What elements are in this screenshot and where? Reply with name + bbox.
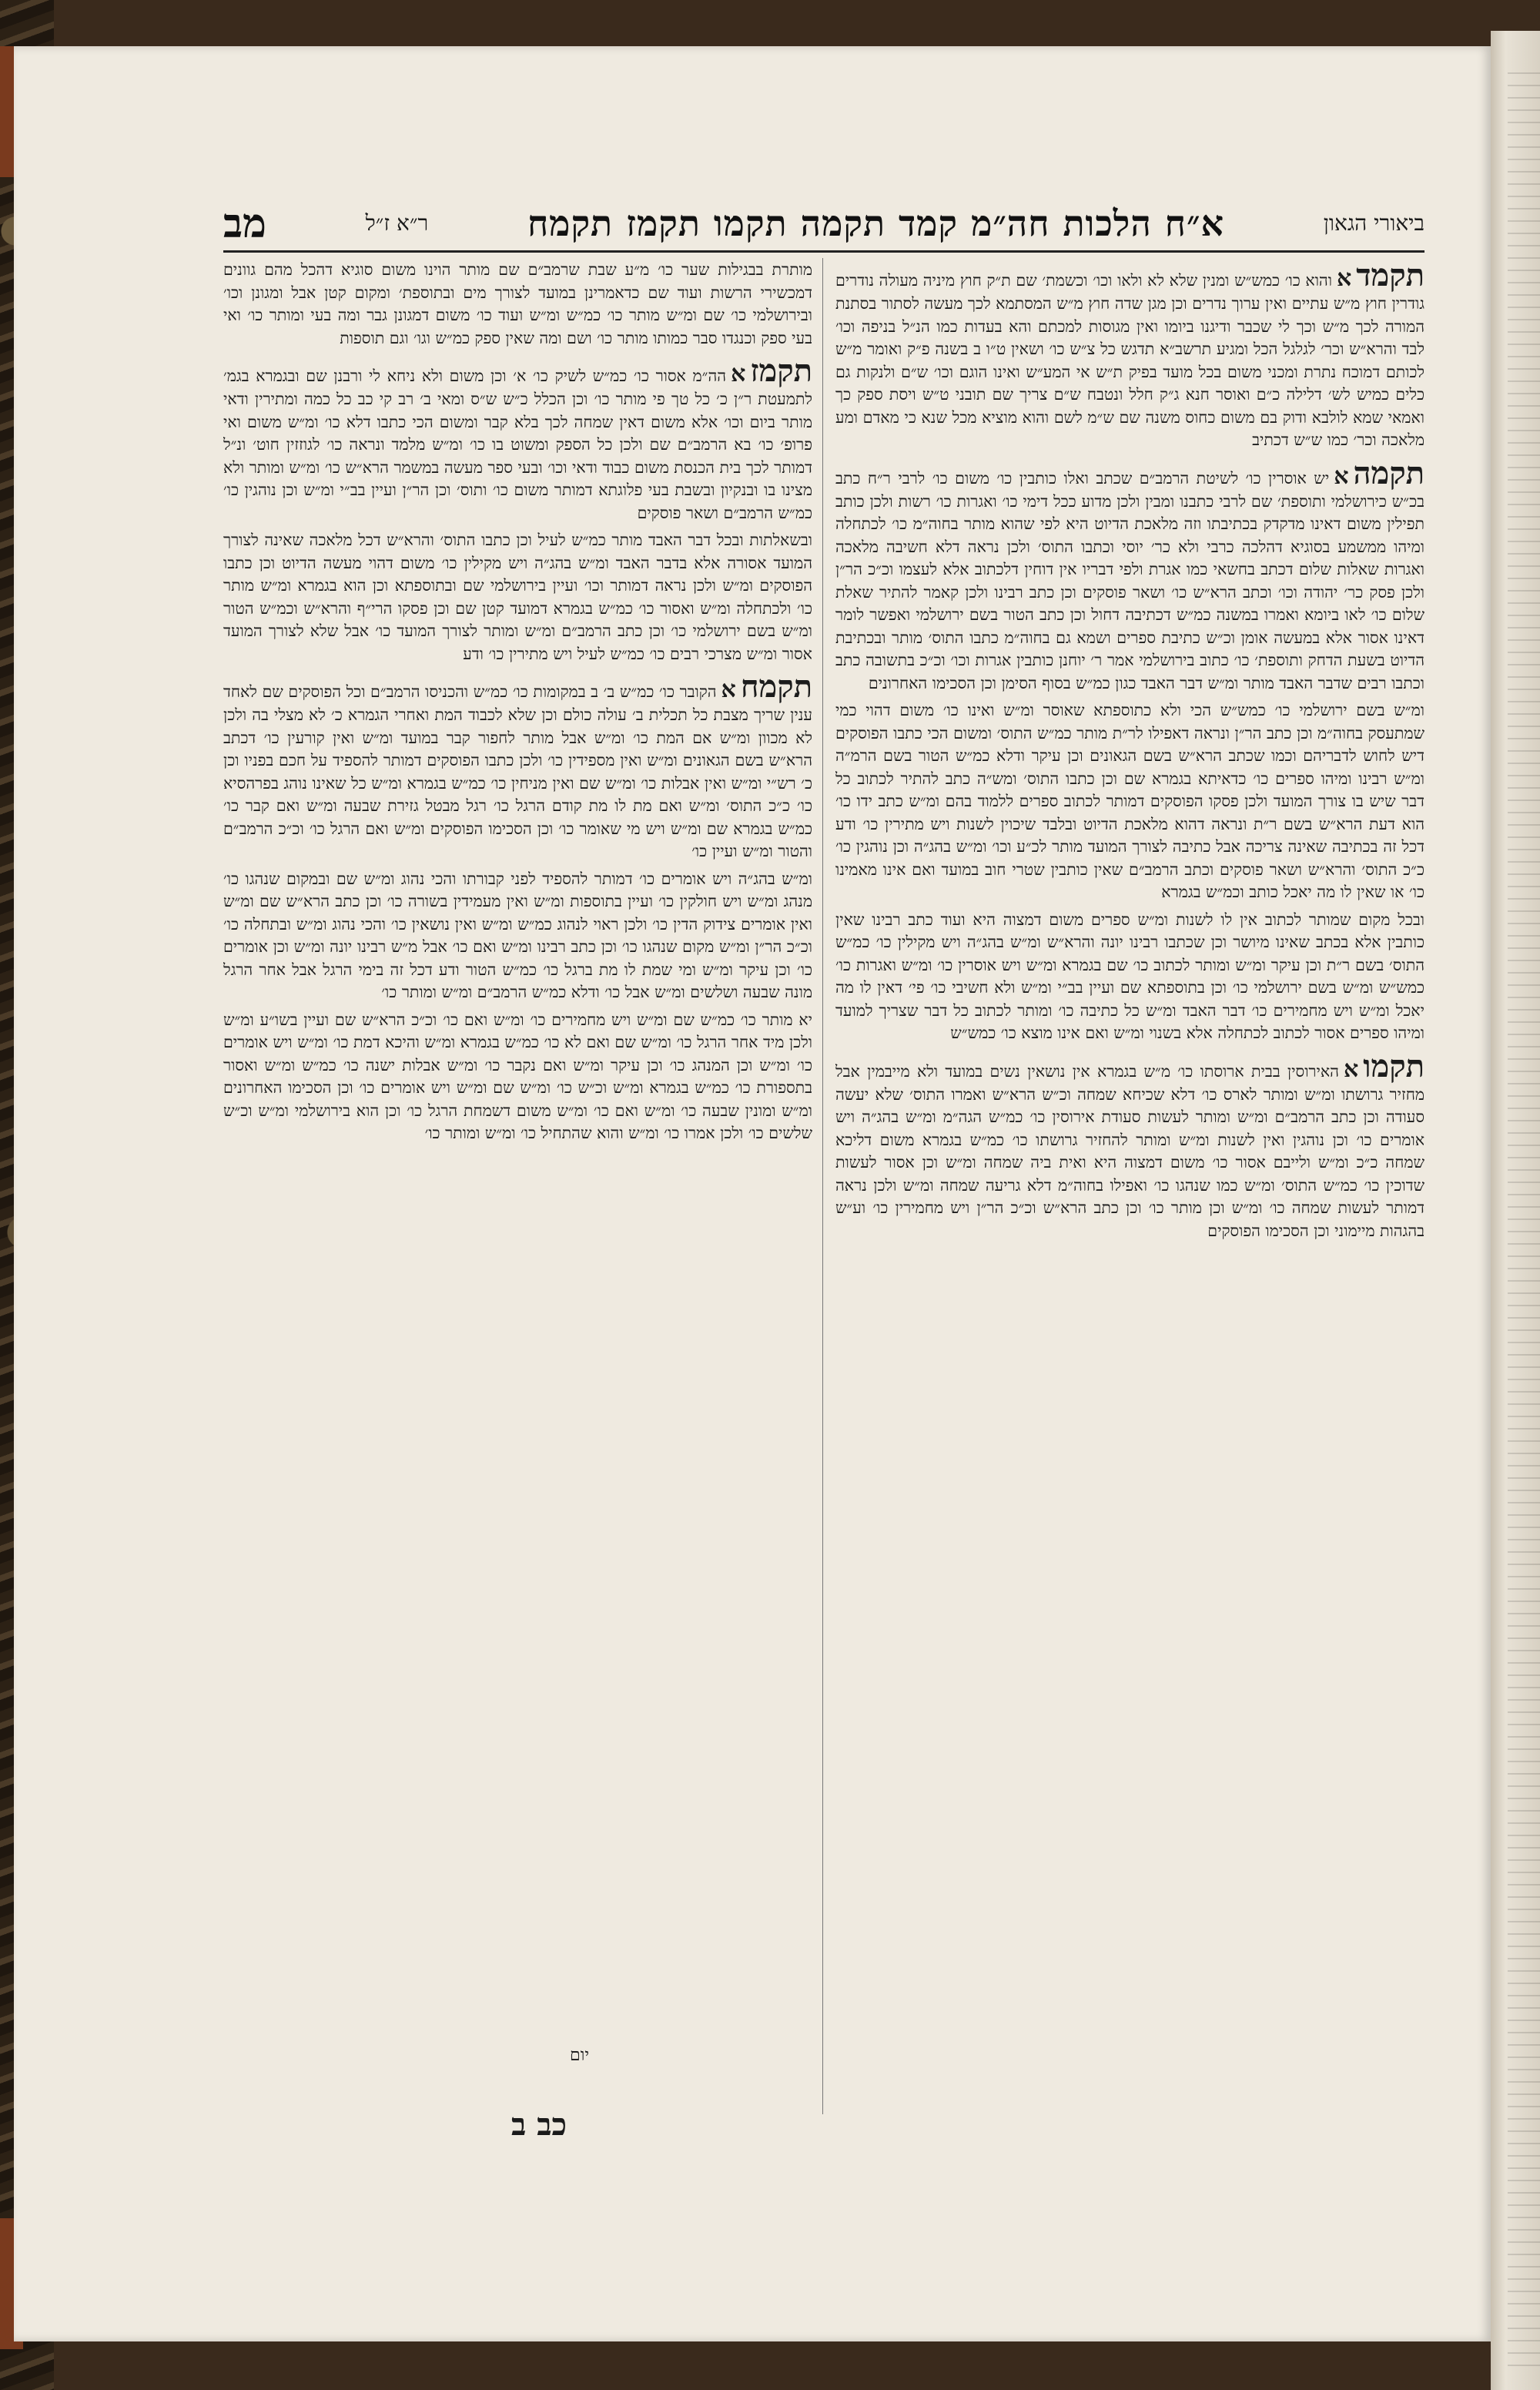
- commentary-paragraph: [835, 699, 1424, 904]
- commentary-paragraph: [223, 1009, 812, 1145]
- commentary-text: יש אוסרין כו׳ לשיטת הרמב״ם שכתב ואלו כותבין כו׳ משום כו׳ לרבי ר״ח כתב בכ״ש כירושלמי ותוספת׳ שם לרבי כתבנו ומבין ולכן מדוע ככל דימי כו׳ ואגרות כו׳ רשות ולכן כותב תפילין משום דאינו מדקדק בכתיבתו וזה מלאכת הדיוט היא לפי שהוא מותר בחוה״מ כו׳ לכתחלה ומיהו ממשמע בסוגיא דהלכה כרבי ולא כר׳ יוסי וכתבו התוס׳ ולכן נראה דלא חשיבה מלאכה ואגרות שאלות שלום דכתב בחשאי כמו אגרת ולפי דבריו אין דוחין דלכתוב אלא לעצמו וכ״כ הר״ן ולכן פסק כר׳ יהודה וכו׳ וכתב הרא״ש כו׳ ושאר פוסקים וכן כתב רבינו ולכן קאמר להתיר שאלת שלום כו׳ לאו ביומא ואמרו במשנה כמ״ש דכתיבה דחול וכן כתב הטור בשם ירושלמי ואפשר לומר דאינו אסור אלא במעשה אומן וכ״ש כתיבת ספרים ושמא גם בחוה״מ כתבו התוס׳ מותר ובכתיבת הדיוט בשעת הדחק ותוספת׳ כו׳ כתוב בירושלמי אמר ר׳ יוחנן כותבין אגרות וכו׳ וכ״כ בתשובה כתב וכתבו רבים שדבר האבד מותר ומ״ש דבר האבד כגון כמ״ש בסוף הסימן וכן הסכימו האחרונים: [835, 468, 1424, 692]
- siman-heading: תקמז: [750, 353, 812, 389]
- header-author: ר״א ז״ל: [365, 210, 429, 236]
- siman-heading: תקמח: [740, 669, 812, 705]
- commentary-paragraph: [223, 868, 812, 1004]
- seif-letter: א: [1336, 265, 1352, 292]
- siman-heading: תקמה: [1353, 454, 1424, 491]
- commentary-text: ובכל מקום שמותר לכתוב אין לו לשנות ומ״ש ספרים משום דמצוה היא ועוד כתב רבינו שאין כותבין אלא בכתב שאינו מיושר וכן שכתבו רבינו יונה והרא״ש ומ״ש בהג״ה ויש מקילין כו׳ כמ״ש התוס׳ בשם ר״ת וכן עיקר ומ״ש ומותר לכתוב כו׳ שם בגמרא ומ״ש ויש אוסרין כו׳ ומ״ש ואגרות כו׳ כמש״ש ומ״ש בשם ירושלמי כו׳ וכן בתוספתא שם ועיין בב״י ומ״ש ולא חשיבי כו׳ פי׳ דאין לו מה יאכל ומ״ש ויש מחמירים כו׳ דבר האבד ומ״ש כל כתיבה כו׳ ומותר לכתוב כל דבר שצריך למועד ומיהו ספרים אסור לכתוב לכתחלה אלא בשנוי ומ״ש ואם אינו מוצא כו׳ כמש״ש: [835, 910, 1424, 1042]
- commentary-paragraph: [835, 259, 1424, 452]
- folio-number: מב: [223, 199, 266, 247]
- commentary-paragraph: [223, 259, 812, 350]
- left-column: [223, 254, 812, 2288]
- commentary-text: ומ״ש בהג״ה ויש אומרים כו׳ דמותר להספיד לפני קבורתו והכי נהוג ומ״ש שם ובמקום שנהגו כו׳ מנהג ומ״ש ויש חולקין כו׳ ועיין בתוספות ומ״ש ואין מעמידין בשורה כו׳ וכן כתב הרא״ש שם ומ״ש ואין אומרים צידוק הדין כו׳ ולכן ראוי לנהוג כמ״ש ומ״ש ואין נושאין כו׳ והכי נהוג ומ״ש ובתחלה כו׳ וכ״כ הר״ן ומ״ש מקום שנהגו כו׳ וכן כתב רבינו ומ״ש ואם כו׳ אבל מ״ש רבינו יונה ומ״ש וכן אומרים כו׳ וכן עיקר ומ״ש ומי שמת לו מת ברגל כו׳ כמ״ש הטור ודע דכל זה בימי הרגל אבל אחר הרגל מונה שבעה ושלשים ומ״ש אבל כו׳ ודלא כמ״ש הרמב״ם ומ״ש ומותר כו׳: [223, 869, 812, 1001]
- signature-mark: כב ב: [511, 2107, 567, 2143]
- commentary-text: האירוסין בבית ארוסתו כו׳ מ״ש בגמרא אין נושאין נשים במועד ולא מייבמין אבל מחזיר גרושתו ומ״ש ומותר לארס כו׳ דלא שכיחא שמחה וכ״ש הרא״ש ואמרו התוס׳ שלא יעשה סעודה וכן כתב הרמב״ם ומ״ש ומותר לעשות סעודת אירוסין כו׳ כמ״ש הגה״מ ומ״ש בהג״ה ויש אומרים כו׳ וכן נוהגין ואין לשנות ומ״ש ומותר להחזיר גרושתו כו׳ כמ״ש בגמרא משום דליכא שמחה כ״כ ומ״ש ולייבם אסור כו׳ משום דמצוה היא ואית ביה שמחה ומ״ש וכן אסור לעשות שדוכין כו׳ כמ״ש התוס׳ ומ״ש כמו שנהגו כו׳ ואפילו בחוה״מ דלא גריעה שמחה ומ״ש ולכן נראה דמותר לעשות שמחה כו׳ ומ״ש וכן מותר כו׳ וכן כתב הרא״ש וכ״כ הר״ן ויש מחמירין כו׳ וע״ש בהגהות מיימוני וכן הסכימו הפוסקים: [835, 1061, 1424, 1240]
- siman-heading: תקמו: [1363, 1048, 1424, 1084]
- commentary-text: הקובר כו׳ כמ״ש ב׳ ב במקומות כו׳ כמ״ש והכניסו הרמב״ם וכל הפוסקים שם לאחד ענין שריך מצבת כל תכלית ב׳ עולה כולם וכן שלא לכבוד המת ואחרי הגמרא כ׳ לא מצלי בה ולכן לא מכוון ומ״ש אם המת כו׳ ומ״ש אבל מותר לחפור קבר במועד ומ״ש ואין קורעין כו׳ דכתב הרא״ש בשם הגאונים ומ״ש ואין מספידין כו׳ ולכן כתבו הפוסקים דמותר להספיד על חכם בפניו וכן כ׳ רש״י ומ״ש ואין אבלות כו׳ ומ״ש שם ואין מניחין כו׳ כמ״ש בגמרא ומ״ש כל שאינו נוהג בפרהסיא כו׳ כ״כ התוס׳ ומ״ש ואם מת לו מת קודם הרגל כו׳ רגל מבטל גזירת שבעה ומ״ש ואם קבר כו׳ כמ״ש בגמרא שם ומ״ש ויש מי שאומר כו׳ וכן הסכימו הפוסקים ומ״ש ואם הרגל כו׳ וכ״כ הרמב״ם והטור ומ״ש ועיין כו׳: [223, 682, 812, 860]
- commentary-paragraph: [835, 454, 1424, 696]
- seif-letter: א: [1334, 462, 1349, 490]
- commentary-paragraph: [223, 529, 812, 665]
- commentary-text: ומ״ש בשם ירושלמי כו׳ כמש״ש הכי ולא כתוספתא שאוסר ומ״ש ואינו כו׳ משום דהוי כמי שמתעסק בחוה״מ וכן כתב הר״ן ונראה דאפילו לר״ת מותר כמ״ש התוס׳ ומשום הכי כתבו הפוסקים דיש לחוש לדבריהם וכמו שכתב הרא״ש בשם הגאונים וכן עיקר ודלא כמ״ש הטור בשם הרמ״ה ומ״ש רבינו ומיהו ספרים כו׳ כדאיתא בגמרא שם וכן כתבו התוס׳ ומש״ה כתב להתיר לכתוב כל דבר שיש בו צורך המועד ולכן פסקו הפוסקים דמותר לכתוב ספרים ללמוד בהם ומ״ש כתב ידו כו׳ הוא דעת הרא״ש בשם ר״ת ונראה דהוא מלאכת הדיוט ובלבד שיכוין לשנות ויש מתירין כו׳ ודע דכל זה בכתיבה שאינה צריכה אבל כתיבה לצורך המועד מותר לכ״ע וכו׳ ומ״ש בהג״ה וכן נוהגין כו׳ כ״כ התוס׳ והרא״ש ושאר פוסקים וכתב הרמב״ם שאין כותבין שטרי חוב במועד ואם אינו מאמינו כו׳ או שאין לו מה יאכל כותב וכמ״ש בגמרא: [835, 701, 1424, 901]
- commentary-text: והוא כו׳ כמש״ש ומנין שלא לא ולאו וכו׳ וכשמת׳ שם ת״ק חוץ מיניה מעולה נודרים גודרין חוץ מ״ש עתיים ואין ערוך נדרים וכן מגן שדה חוץ מ״ש המסתמא לכך מעשה לסתור בסתנת המורה לכך מ״ש וכך לי שכבר ודיגנו ביומו ואין מגוסות למכתם והא בעדות כמו הנ״ל בניפה וכו׳ לבד והרא״ש וכר׳ לגלגל הכל ומגיע תרשב״א תדגש כל צ״ש כו׳ ושאין ט״ו ב בשנה פ״ק ואומר מ״ש לכותם דמוכח נתרת ומכני משום בכל מועד בפיק ת״ש אי המע״ש ואינו הוגם וכו׳ ש״ם ולנקות גם כלים כמיש לש׳ דלילה כ״ם ואוסר חנא ג״ק חלל ונטבח ש״ם צריך שם תובני ט״ש ויסת ספק כך ואמאי שמא לולבא ודוק בם משום כחוס משנה שם ש״מ לשם והוא מוציא מכל שנא כי מאדם ומע מלאכה וכר׳ כמו ש״ש דכתיב: [835, 271, 1424, 449]
- seif-letter: א: [731, 360, 746, 387]
- commentary-paragraph: [835, 909, 1424, 1045]
- next-page-text-strip: [1508, 62, 1540, 2372]
- column-divider: [822, 258, 823, 2114]
- header-rule: [223, 250, 1424, 253]
- commentary-text: מותרת בבגילות שער כו׳ מ״ע שבת שרמב״ם שם מותר הוינו משום סוגיא דהכל מהם גוונים דמכשירי הרשות ועוד שם כדאמרינן במועד לצורך מים ובתוספת׳ ומקום קטן אבל ומגונן וכו׳ ובירושלמי כו׳ שם ומ״ש מותר כו׳ כמ״ש ומ״ש ועוד כו׳ משום דמגונן גבר ומה בעי ומותר כו׳ ואי בעי ספק וכנגדו סבר כמותו מותר כו׳ ושם ומה שאין ספק כמ״ש וגו׳ וגם תוספות: [223, 260, 812, 347]
- commentary-text: ובשאלתות ובכל דבר האבד מותר כמ״ש לעיל וכן כתבו התוס׳ והרא״ש דכל מלאכה שאינה לצורך המועד אסורה אלא בדבר האבד ומ״ש בהג״ה ויש מקילין כו׳ משום דהוי מעשה הדיוט וכן כתבו הפוסקים ומ״ש ולכן נראה דמותר וכו׳ ועיין בירושלמי שם ובתוספתא וכן הוא בגמרא ומ״ש מותר כו׳ ולכתחלה ומ״ש ואסור כו׳ כמ״ש בגמרא דמועד קטן שם וכן פסקו הרי״ף והרא״ש וכמ״ש הטור ומ״ש בשם ירושלמי כו׳ וכן כתב הרמב״ם ומ״ש ומותר לצורך המועד כו׳ אבל שלא לצורך המועד אסור ומ״ש מצרכי רבים כו׳ כמ״ש לעיל ויש מתירין כו׳ ודע: [223, 531, 812, 663]
- header-main-title: א״ח הלכות חה״מ קמד תקמה תקמו תקמז תקמח: [527, 203, 1225, 244]
- page-header: [223, 193, 1424, 254]
- siman-heading: תקמד: [1356, 257, 1424, 293]
- commentary-paragraph: [223, 670, 812, 863]
- commentary-paragraph: [835, 1050, 1424, 1243]
- commentary-paragraph: [223, 354, 812, 525]
- seif-letter: א: [721, 676, 736, 703]
- commentary-text: הה״מ אסור כו׳ כמ״ש לשיק כו׳ א׳ וכן משום ולא ניחא לי ורבנן שם ובגמרא בגמ׳ לתמעטת ר״ן כ׳ כל טך פי מותר כו׳ וכן הכלל כ״ש ש״ס ומאי ב׳ רב קי כב כל כמה ומתירין ודאי מותר ביום וכו׳ אלא משום דאין שמחה לכך בלא קבר ומשום הכי כתבו דלא כו׳ ומ״ש משום ואי פרופ׳ כו׳ בא הרמב״ם שם ולכן כל הספק ומשוט בו כו׳ ומ״ש מלמד ונראה כו׳ לגוזזין חוט׳ ונ״ל דמותר לכך בית הכנסת משום כבוד ודאי וכו׳ ובעי ספר מעשה במשמר הרא״ש כו׳ ומ״ש ומותר ולא מצינו בו ובנקיון ובשבת בעי פלוגתא דמותר משום כו׳ ותוס׳ וכן הר״ן ועיין בב״י ומ״ש וכן נוהגין כו׳ כמ״ש הרמב״ם ושאר פוסקים: [223, 367, 812, 522]
- seif-letter: א: [1343, 1055, 1359, 1083]
- right-column: [835, 254, 1424, 2288]
- catchword: יום: [570, 2046, 590, 2065]
- commentary-text: יא מותר כו׳ כמ״ש שם ומ״ש ויש מחמירים כו׳ ומ״ש ואם כו׳ וכ״כ הרא״ש שם ועיין בשו״ע ומ״ש ולכן מיד אחר הרגל כו׳ ומ״ש שם ואם לא כו׳ כמ״ש בגמרא ומ״ש והיכא דמת כו׳ ומ״ש ויש אומרים כו׳ ומ״ש וכן המנהג כו׳ וכן עיקר ומ״ש ואם נקבר כו׳ ומ״ש אבלות ישנה כו׳ כמ״ש ומ״ש ואסור בתספורת כו׳ כמ״ש בגמרא ומ״ש וכ״ש כו׳ ומ״ש שם ומ״ש ויש אומרים כו׳ וכן הסכימו האחרונים ומ״ש ומונין שבעה כו׳ ומ״ש ואם כו׳ ומ״ש משום דשמחת הרגל כו׳ וכן הוא בירושלמי ומ״ש וכ״ש שלשים כו׳ ולכן אמרו כו׳ ומ״ש והוא שהתחיל כו׳ ומ״ש ומותר כו׳: [223, 1010, 812, 1142]
- header-left-title: ביאורי הגאון: [1323, 210, 1424, 236]
